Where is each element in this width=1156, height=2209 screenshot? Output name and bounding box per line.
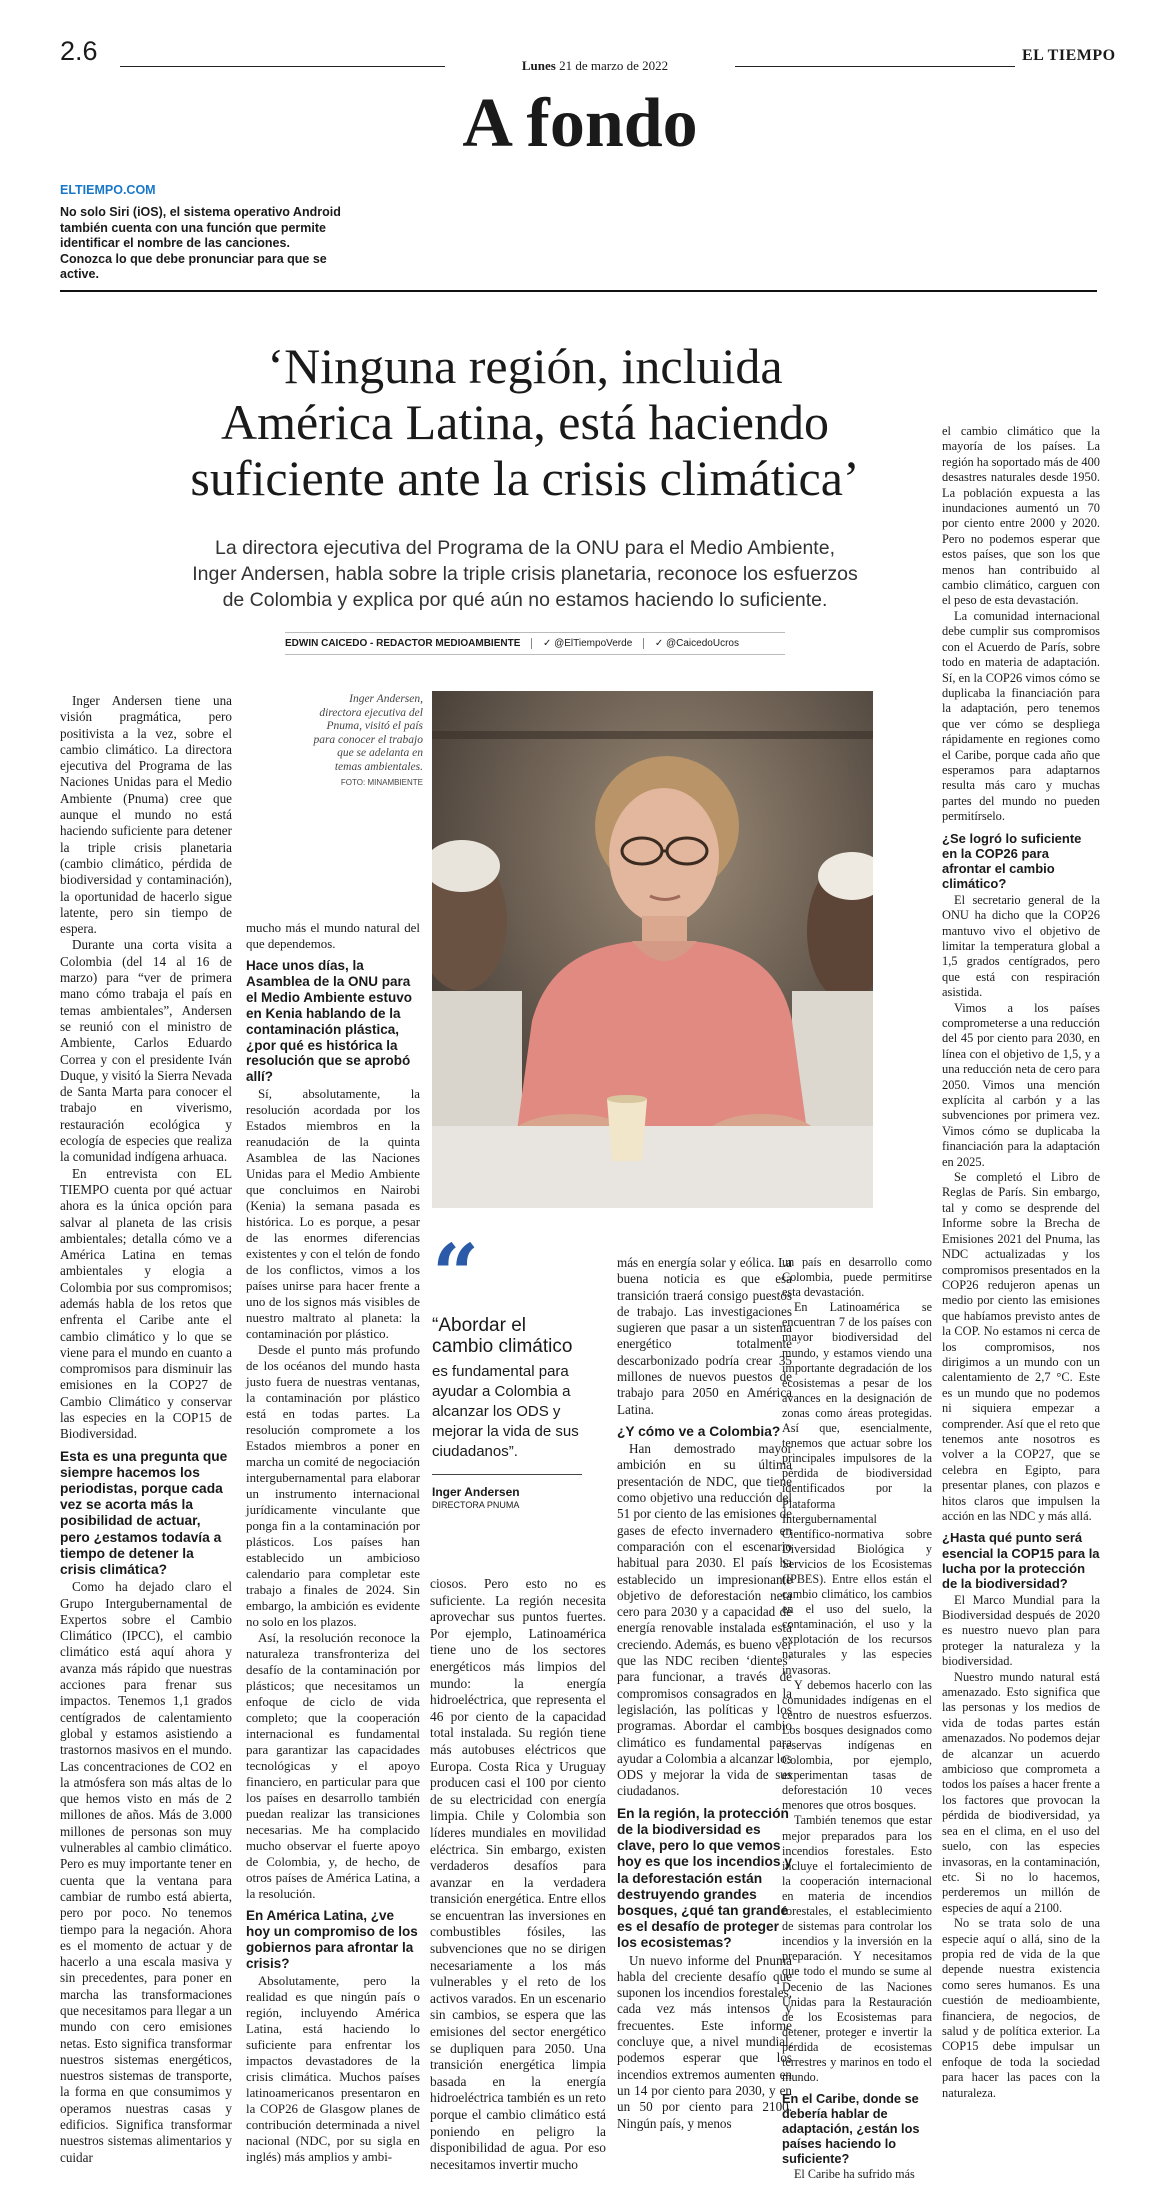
body-paragraph: Nuestro mundo natural está amenazado. Esto significa que las personas y los medios de vida de todas partes están amenazados. No podemos dejar de alcanzar un acuerdo ambicioso que comprometa a todos los países a hacer frente a los factores que provocan la pérdida de biodiversidad, ya sea en el clima, en el uso del suelo, con las especies invasoras, en la contaminación, etc. Si no lo hacemos, perderemos un millón de especies de aquí a 2100. (942, 1669, 1100, 1915)
body-paragraph: Han demostrado mayor ambición en su última presentación de NDC, que tiene como objetivo una reducción del 51 por ciento de las emisiones de gases de efecto invernadero en comparación con el escenario habitual para 2030. El país ha establecido un impresionante objetivo de deforestación neta cero para 2030 y a capacidad de energía renovable instalada está creciendo. Además, es bueno ver que las NDC reciben ‘dientes’ para funcionar, a través de compromisos consagrados en la legislación, las políticas y los programas. Abordar el cambio climático es fundamental para ayudar a Colombia a alcanzar los ODS y mejorar la vida de sus ciudadanos. (617, 1441, 792, 1799)
interview-question: ¿Se logró lo suficiente en la COP26 para afrontar el cambio climático? (942, 830, 1082, 892)
pullquote-lead: “Abordar el cambio climático (432, 1315, 573, 1357)
byline-rule-top (285, 632, 785, 633)
interview-question: ¿Hasta qué punto será esencial la COP15 para la lucha por la protección de la biodiversidad? (942, 1530, 1100, 1592)
byline-rule-bottom (285, 654, 785, 655)
body-paragraph: Inger Andersen tiene una visión pragmática, pero positivista a la vez, sobre el cambio climático. La directora ejecutiva del Programa de las Naciones Unidas para el Medio Ambiente (Pnuma) cree que aunque el mundo no está haciendo suficiente para detener la triple crisis planetaria (cambio climático, pérdida de biodiversidad y contaminación), la oportunidad de hacerlo sigue latente, pero sin tiempo de espera. (60, 693, 232, 937)
issue-date-text: 21 de marzo de 2022 (559, 58, 669, 73)
body-paragraph: Durante una corta visita a Colombia (del 14 al 16 de marzo) para “ver de primera mano cómo trabaja el país en temas ambientales”, Andersen se reunió con el ministro de Ambiente, Carlos Eduardo Correa y con el presidente Iván Duque, y visitó la Sierra Nevada de Santa Marta para conocer el trabajo en viverismo, restauración ecológica y ecología de especies que realiza la comunidad indígena arhuaca. (60, 937, 232, 1165)
body-paragraph: mucho más el mundo natural del que dependemos. (246, 921, 420, 951)
portrait-photo (432, 691, 873, 1208)
body-paragraph: Así, la resolución reconoce la naturaleza transfronteriza del desafío de la contaminación por plásticos; que necesitamos un enfoque de ciclo de vida completo; que la cooperación internacional es fundamental para garantizar las capacidades tecnológicas y el apoyo financiero, en particular para que los países en desarrollo también puedan realizar las transiciones necesarias. Me ha complacido mucho observar el fuerte apoyo de Colombia, y, de hecho, de otros países de América Latina, a la resolución. (246, 1631, 420, 1902)
interview-question: En América Latina, ¿ve hoy un compromiso de los gobiernos para afrontar la crisis? (246, 1908, 418, 1971)
interview-question: ¿Y cómo ve a Colombia? (617, 1423, 781, 1439)
body-column-4 (617, 1255, 792, 2132)
body-column-5 (782, 1255, 932, 2182)
byline: EDWIN CAICEDO - REDACTOR MEDIOAMBIENTE (285, 638, 521, 650)
headline (95, 338, 955, 506)
deck-line: La directora ejecutiva del Programa de la ONU para el Medio Ambiente, (215, 537, 835, 559)
photo-caption: Inger Andersen, directora ejecutiva del Pnuma, visitó el país para conocer el trabajo que se adelanta en temas ambientales. (313, 693, 423, 773)
body-paragraph: Vimos a los países comprometerse a una reducción del 45 por ciento para 2030, en línea con el objetivo de 1,5, y a una reducción neta de cero para 2050. Vimos una mención explícita al carbón y a las subvenciones por primera vez. Vimos cómo se duplicaba la financiación para la adaptación en 2025. (942, 1000, 1100, 1169)
page-number: 2.6 (60, 36, 98, 66)
portrait-illustration (432, 691, 873, 1208)
body-paragraph: No se trata solo de una especie aquí o allá, sino de la propia red de vida de la que depende nuestra existencia como seres humanos. Es una cuestión de medioambiente, financiera, de negocios, de salud y de política exterior. La COP15 debe impulsar un enfoque de toda la sociedad para hacer las paces con la naturaleza. (942, 1916, 1100, 2100)
twitter-handle-2[interactable]: @CaicedoUcros (666, 638, 739, 650)
issue-weekday: Lunes (521, 58, 556, 73)
body-paragraph: El Marco Mundial para la Biodiversidad después de 2020 es nuestro nuevo plan para proteger la naturaleza y la biodiversidad. (942, 1592, 1100, 1669)
interview-question: Esta es una pregunta que siempre hacemos los periodistas, porque cada vez se acorta más la posibilidad de actuar, pero ¿estamos todavía a tiempo de detener la crisis climática? (60, 1448, 228, 1578)
section-title: A fondo (462, 85, 698, 162)
pullquote-divider (432, 1474, 582, 1475)
issue-date (505, 58, 685, 74)
body-column-3 (430, 1576, 606, 2173)
header-rule-right (735, 66, 1015, 67)
headline-line: América Latina, está haciendo (220, 394, 830, 450)
pullquote-name: Inger Andersen (432, 1485, 520, 1499)
deck-line: de Colombia y explica por qué aún no estamos haciendo lo suficiente. (222, 589, 828, 611)
header-divider (60, 290, 1097, 292)
body-paragraph: El Caribe ha sufrido más (794, 2167, 915, 2182)
pullquote-text: es fundamental para ayudar a Colombia a alcanzar los ODS y mejorar la vida de sus ciudadanos”. (432, 1363, 579, 1460)
body-paragraph: También tenemos que estar mejor preparados para los incendios forestales. Esto incluye el fortalecimiento de la cooperación internacional en materia de incendios forestales, el establecimiento de sistemas para controlar los incendios y la inversión en la preparación. Y necesitamos que todo el mundo se sume al Decenio de las Naciones Unidas para la Restauración de los Ecosistemas para detener, proteger e invertir la pérdida de ecosistemas terrestres y marinos en todo el mundo. (782, 1813, 932, 2085)
byline-separator (643, 638, 644, 649)
body-paragraph: En entrevista con EL TIEMPO cuenta por qué actuar ahora es la única opción para salvar al planeta de las crisis ambientales; detalla cómo ve a América Latina en temas ambientales y elogia a Colombia por sus compromisos; además habla de los retos que enfrenta el Caribe ante el cambio climático y lo que se viene para el mundo en cuanto a compromisos para disminuir las emisiones en la COP27 de Cambio Climático y conservar las especies en la COP15 de Biodiversidad. (60, 1165, 232, 1442)
body-paragraph: más en energía solar y eólica. La buena noticia es que esa transición traerá consigo puestos de trabajo. Las investigaciones sugieren que pasar a un sistema energético totalmente descarbonizado podría crear 35 millones de nuevos puestos de trabajo para 2050 en América Latina. (617, 1255, 792, 1417)
twitter-icon: ✓ (542, 638, 552, 650)
byline-separator (531, 638, 532, 649)
body-paragraph: ciosos. Pero esto no es suficiente. La región necesita aprovechar sus puntos fuertes. Por ejemplo, Latinoamérica tiene uno de los sectores energéticos más limpios del mundo: la energía hidroeléctrica, que representa el 46 por ciento de la capacidad total instalada. Su región tiene más autobuses eléctricos que Europa. Costa Rica y Uruguay producen casi el 100 por ciento de su electricidad con energía limpia. Chile y Colombia son líderes mundiales en movilidad eléctrica. Sin embargo, existen verdaderos desafíos para avanzar en la verdadera transición energética. Entre ellos se encuentran las inversiones en combustibles fósiles, las subvenciones que no se dirigen necesariamente a los más vulnerables y el reto de los activos varados. En un escenario sin cambios, se espera que las emisiones del sector energético se dupliquen para 2050. Una transición energética limpia basada en la energía hidroeléctrica también es un reto porque el cambio climático está poniendo en peligro la disponibilidad de agua. Por eso necesitamos invertir mucho (430, 1576, 606, 2172)
headline-line: suficiente ante la crisis climática’ (190, 450, 860, 506)
photo-credit: FOTO: MINAMBIENTE (340, 778, 423, 787)
body-paragraph: Un nuevo informe del Pnuma habla del creciente desafío que suponen los incendios forestales, cada vez más intensos y frecuentes. Este informe concluye que, a nivel mundial, podemos esperar que los incendios extremos aumenten en un 14 por ciento para 2030, y en un 50 por ciento para 2100. Ningún país, y menos (617, 1952, 792, 2131)
body-paragraph: Desde el punto más profundo de los océanos del mundo hasta justo fuera de nuestras ventanas, la contaminación por plástico está en todas partes. La resolución compromete a los Estados miembros a poner en marcha un comité de negociación intergubernamental para elaborar un instrumento internacional jurídicamente vinculante que ponga fin a la contaminación por plásticos. Los países han establecido un ambicioso calendario para completar este trabajo a finales de 2024. Sin embargo, la ambición es evidente no solo en los plazos. (246, 1343, 420, 1630)
body-paragraph: La comunidad internacional debe cumplir sus compromisos con el Acuerdo de París, sobre todo en materia de adaptación. Sí, en la COP26 vimos cómo se duplicaba la financiación para la adaptación, pero tenemos que ver cómo se despliega rápidamente en regiones como el Caribe, porque cada año que esperamos para adaptarnos resulta más caro y muchas partes del mundo no pueden permitírselo. (942, 608, 1100, 824)
body-paragraph: el cambio climático que la mayoría de los países. La región ha soportado más de 400 desastres naturales desde 1950. La población expuesta a las inundaciones aumentó un 70 por ciento entre 2000 y 2020. Pero no podemos esperar que estos países, que son los que menos han contribuido al cambio climático, carguen con el peso de esta devastación. (942, 424, 1100, 608)
body-paragraph: El secretario general de la ONU ha dicho que la COP26 mantuvo vivo el objetivo de limitar la temperatura global a 1,5 grados centígrados, pero que está con respiración asistida. (942, 892, 1100, 1000)
body-column-6 (942, 424, 1100, 2101)
twitter-handle-1[interactable]: @ElTiempoVerde (554, 638, 633, 650)
body-paragraph: Se completó el Libro de Reglas de París. Sin embargo, tal y como se desprende del Informe sobre la Brecha de Emisiones 2021 del Pnuma, las NDC actualizadas y los compromisos presentados en la COP26 redujeron apenas un medio por ciento las emisiones que habíamos previsto antes de la COP. No estamos ni cerca de los compromisos, nos dirigimos a un mundo con un calentamiento de 2,7 °C. Este es un mundo que no podemos ni siquiera empezar a comprender. Así que el reto que tenemos ante nosotros es volver a la COP27, que se celebra en Egipto, para presentar planes, con plazos e hitos claros que impulsen la acción en las NDC y más allá. (942, 1170, 1100, 1523)
body-column-2 (246, 920, 420, 2165)
headline-line: ‘Ninguna región, incluida (267, 338, 783, 394)
body-column-1 (60, 693, 232, 2166)
body-paragraph: Como ha dejado claro el Grupo Intergubernamental de Expertos sobre el Cambio Climático (IPCC), el cambio climático está aquí ahora y avanza más rápido que nuestras acciones para frenar sus impactos. Tenemos 1,1 grados centígrados de calentamiento global y estamos asistiendo a trastornos masivos en el mundo. Las concentraciones de CO2 en la atmósfera son más altas de lo que hemos visto en más de 2 millones de años. Más de 3.000 millones de personas son muy vulnerables al cambio climático. Pero es muy importante tener en cuenta que la ventana para cambiar de rumbo está abierta, pero por poco. No tenemos tiempo para la negación. Ahora es el momento de actuar y de hacerlo a una escala masiva y sin precedentes, para poner en marcha las transformaciones que necesitamos para llegar a un mundo con cero emisiones netas. Esto significa transformar nuestros sistemas energéticos, nuestros sistemas de transporte, la forma en que consumimos y operamos nuestras casas y edificios. Significa transformar nuestros sistemas alimentarios y cuidar (60, 1579, 232, 2165)
pullquote-role: DIRECTORA PNUMA (432, 1500, 520, 1510)
twitter-icon: ✓ (654, 638, 664, 650)
header-rule-left (120, 66, 445, 67)
promo-site-link[interactable]: ELTIEMPO.COM (60, 183, 156, 197)
body-paragraph: Y debemos hacerlo con las comunidades indígenas en el centro de nuestros esfuerzos. Los bosques designados como reservas indígenas en Colombia, por ejemplo, experimentan tasas de deforestación 10 veces menores que otros bosques. (782, 1677, 932, 1813)
quote-mark-icon: “ (432, 1227, 480, 1323)
body-paragraph: Sí, absolutamente, la resolución acordada por los Estados miembros en la reanudación de la quinta Asamblea de las Naciones Unidas para el Medio Ambiente que concluimos en Nairobi (Kenia) la semana pasada es histórica. Lo es porque, a pesar de las enormes diferencias existentes y con el telón de fondo de los conflictos, vimos a los países unirse para hacer frente a uno de los signos más visibles de nuestro maltrato al planeta: la contaminación por plástico. (246, 1087, 420, 1342)
interview-question: Hace unos días, la Asamblea de la ONU para el Medio Ambiente estuvo en Kenia hablando de la contaminación plástica, ¿por qué es histórica la resolución que se aprobó allí? (246, 958, 413, 1085)
body-paragraph: un país en desarrollo como Colombia, puede permitirse esta devastación. (782, 1255, 932, 1300)
deck-line: Inger Andersen, habla sobre la triple crisis planetaria, reconoce los esfuerzos (192, 563, 858, 585)
byline-row (285, 638, 785, 649)
body-paragraph: En Latinoamérica se encuentran 7 de los países con mayor biodiversidad del mundo, y estamos viendo una importante degradación de los ecosistemas a pesar de los avances en la designación de zonas como áreas protegidas. Así que, esencialmente, tenemos que actuar sobre los principales impulsores de la pérdida de biodiversidad identificados por la Plataforma Intergubernamental Científico-normativa sobre Diversidad Biológica y Servicios de los Ecosistemas (IPBES). Entre ellos están el cambio climático, los cambios en el uso del suelo, la contaminación, el uso y la explotación de los recursos naturales y las especies invasoras. (782, 1300, 932, 1677)
interview-question: En el Caribe, donde se debería hablar de adaptación, ¿están los países haciendo lo suficiente? (782, 2091, 920, 2167)
pullquote (432, 1315, 587, 1511)
interview-question: En la región, la protección de la biodiversidad es clave, pero lo que vemos hoy es que los incendios y la deforestación están destruyendo grandes bosques, ¿qué tan grande es el desafío de proteger los ecosistemas? (617, 1805, 792, 1951)
body-paragraph: Absolutamente, pero la realidad es que ningún país o región, incluyendo América Latina, está haciendo lo suficiente para enfrentar los impactos devastadores de la crisis climática. Muchos países latinoamericanos presentaron en la COP26 de Glasgow planes de contribución determinada a nivel nacional (NDC, por su sigla en inglés) más amplios y ambi- (246, 1973, 420, 2164)
promo-text: No solo Siri (iOS), el sistema operativo Android también cuenta con una función que permite identificar el nombre de las canciones. Conozca lo que debe pronunciar para que se active. (60, 205, 341, 281)
newspaper-logo: EL TIEMPO (1022, 47, 1116, 64)
deck (130, 535, 920, 613)
